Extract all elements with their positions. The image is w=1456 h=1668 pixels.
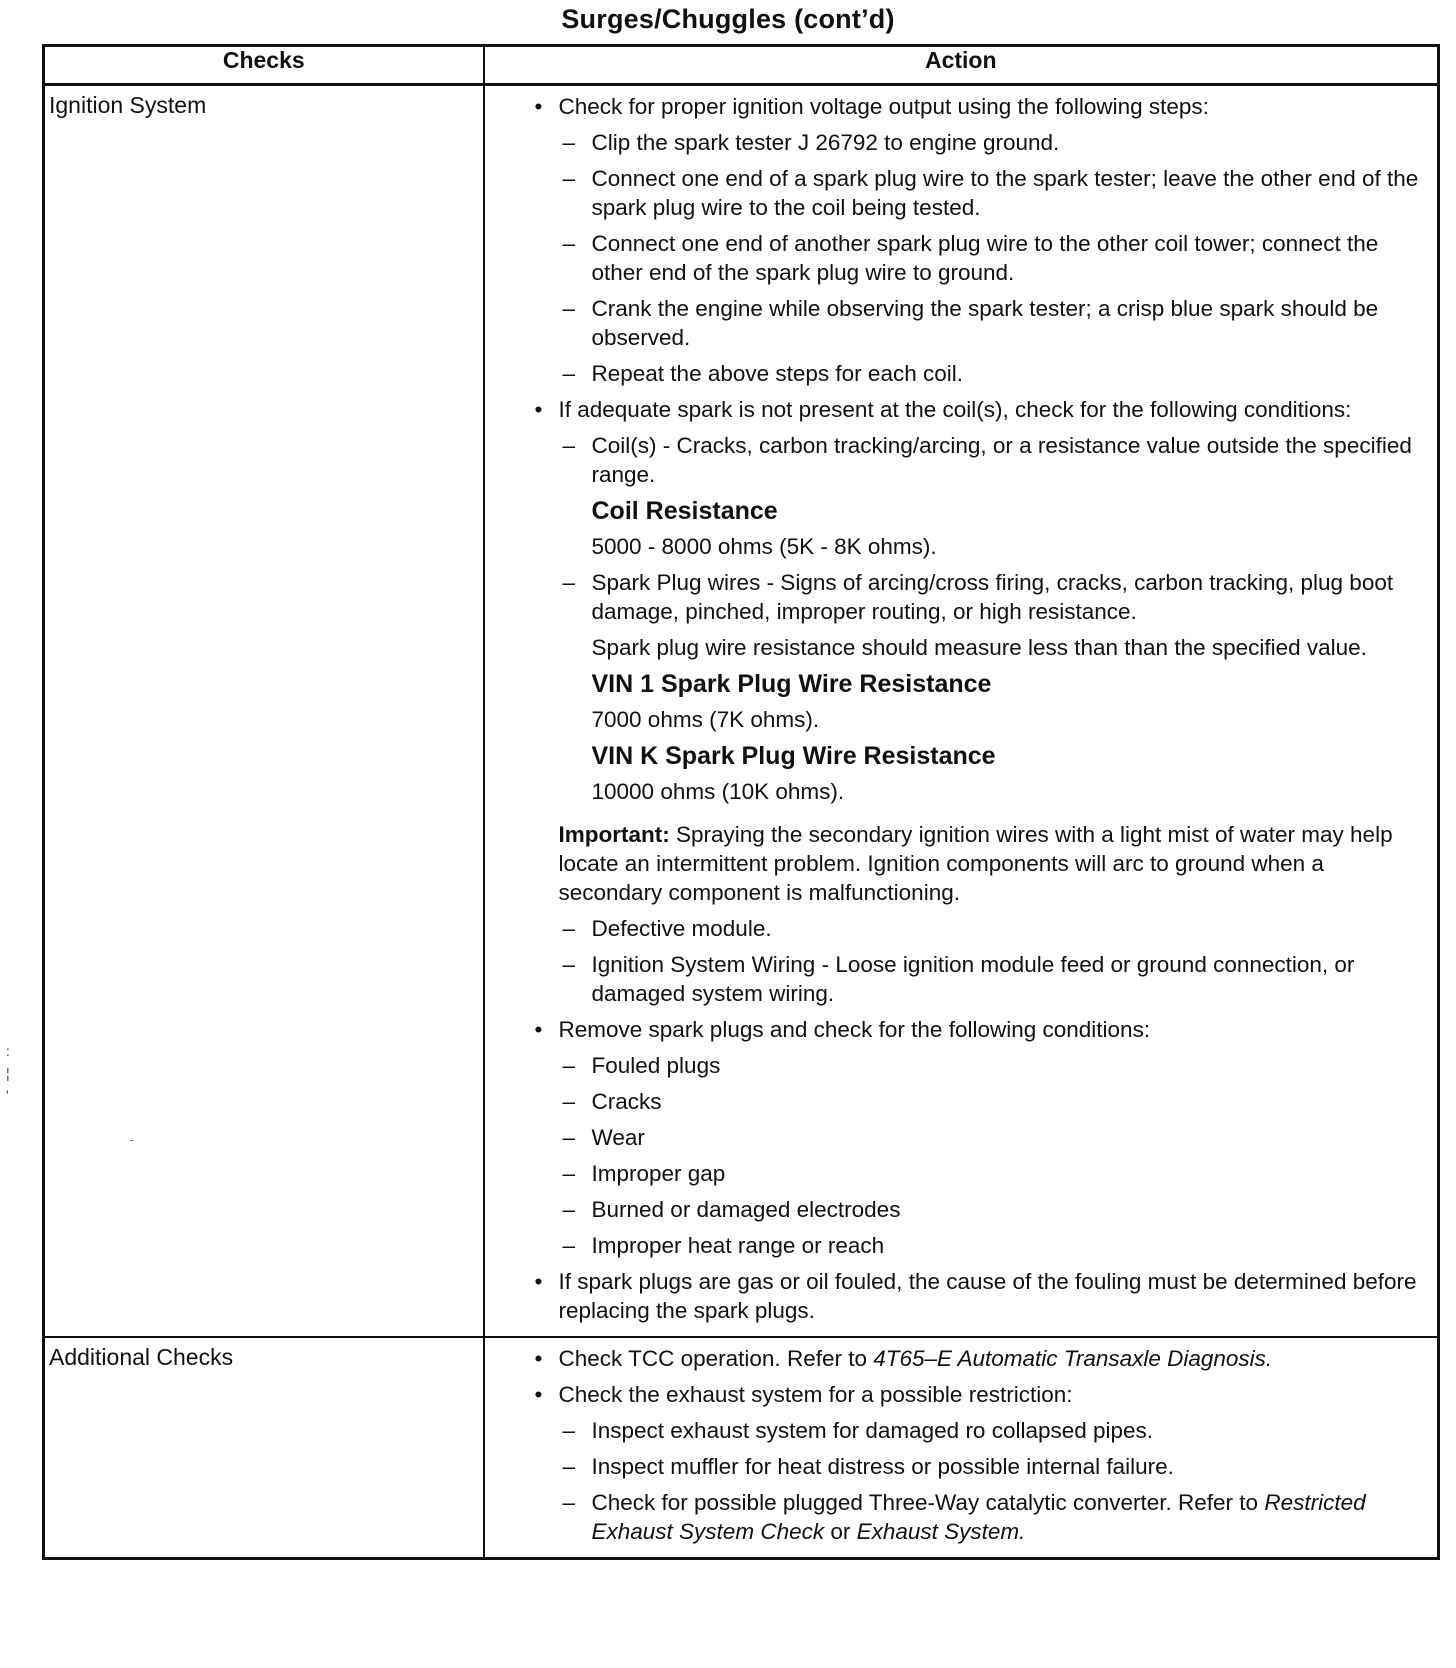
dash-marker: –: [562, 1418, 576, 1443]
action-cell-additional-checks: [484, 1337, 1439, 1559]
dash-marker: –: [562, 361, 576, 386]
bullet-marker: •: [534, 1017, 543, 1042]
dash-marker: –: [562, 1197, 576, 1222]
dash-text: Coil(s) - Cracks, carbon tracking/arcing, or a resistance value outside the specified range.: [591, 433, 1412, 487]
coil-resistance-value: 5000 - 8000 ohms (5K - 8K ohms).: [591, 534, 937, 559]
dash-text: Connect one end of another spark plug wire to the other coil tower; connect the other end of the spark plug wire to ground.: [591, 231, 1379, 285]
important-note: [491, 820, 1432, 907]
dash-item: [491, 1159, 1432, 1188]
dash-text: Wear: [591, 1125, 645, 1150]
bullet-text: If adequate spark is not present at the coil(s), check for the following conditions:: [558, 397, 1352, 422]
dash-item: [491, 914, 1432, 943]
exhaust-system-reference: Exhaust System.: [856, 1519, 1026, 1544]
bullet-item: [491, 1380, 1432, 1409]
dash-text: Clip the spark tester J 26792 to engine ground.: [591, 130, 1060, 155]
diagnosis-table: [42, 44, 1440, 1560]
dash-text: Cracks: [591, 1089, 662, 1114]
vin1-resistance-value: 7000 ohms (7K ohms).: [591, 707, 820, 732]
dash-item: [491, 1123, 1432, 1152]
dash-text: Spark Plug wires - Signs of arcing/cross firing, cracks, carbon tracking, plug boot damage, pinched, improper routing, or high resistance.: [591, 570, 1394, 624]
dash-marker: –: [562, 1490, 576, 1515]
dash-text: Burned or damaged electrodes: [591, 1197, 901, 1222]
dash-text: Fouled plugs: [591, 1053, 721, 1078]
dash-text: Connect one end of a spark plug wire to the spark tester; leave the other end of the spark plug wire to the coil being tested.: [591, 166, 1419, 220]
dash-item: [491, 1488, 1432, 1546]
margin-scan-dot: [130, 1140, 133, 1141]
important-text: Spraying the secondary ignition wires with a light mist of water may help locate an intermittent problem. Ignition components will arc to ground when a secondary component is malfunctioning.: [558, 822, 1393, 905]
dash-text: Defective module.: [591, 916, 772, 941]
table-row-additional-checks: [44, 1337, 1439, 1559]
dash-marker: –: [562, 916, 576, 941]
vin1-resistance-heading: VIN 1 Spark Plug Wire Resistance: [591, 670, 992, 698]
important-label: Important:: [558, 822, 670, 847]
dash-text: Ignition System Wiring - Loose ignition module feed or ground connection, or damaged system wiring.: [591, 952, 1355, 1006]
dash-marker: –: [562, 1053, 576, 1078]
dash-item: [491, 568, 1432, 626]
dash-marker: –: [562, 296, 576, 321]
page-title: Surges/Chuggles (cont’d): [561, 4, 895, 34]
dash-marker: –: [562, 433, 576, 458]
bullet-item: [491, 1015, 1432, 1044]
check-cell-additional-checks: Additional Checks: [44, 1337, 484, 1559]
wire-resistance-text: Spark plug wire resistance should measure less than than the specified value.: [591, 635, 1367, 660]
dash-item: [491, 164, 1432, 222]
table-row-ignition-system: [44, 85, 1439, 1338]
margin-scan-marks: : ¦ ': [6, 1043, 10, 1103]
restricted-exhaust-reference: Restricted Exhaust System Check: [591, 1490, 1366, 1544]
dash-text-or: or: [824, 1519, 857, 1544]
bullet-marker: •: [534, 1346, 543, 1371]
transaxle-diagnosis-reference: 4T65–E Automatic Transaxle Diagnosis.: [873, 1346, 1273, 1371]
dash-marker: –: [562, 130, 576, 155]
bullet-item: [491, 1267, 1432, 1325]
bullet-text: If spark plugs are gas or oil fouled, the cause of the fouling must be determined before replacing the spark plugs.: [558, 1269, 1417, 1323]
dash-text: Improper heat range or reach: [591, 1233, 885, 1258]
dash-text: Inspect exhaust system for damaged ro collapsed pipes.: [591, 1418, 1154, 1443]
dash-item: [491, 1416, 1432, 1445]
dash-marker: –: [562, 166, 576, 191]
bullet-text: Check the exhaust system for a possible restriction:: [558, 1382, 1073, 1407]
bullet-item: [491, 92, 1432, 121]
dash-item: [491, 1195, 1432, 1224]
dash-item: [491, 128, 1432, 157]
bullet-marker: •: [534, 1382, 543, 1407]
dash-marker: –: [562, 1089, 576, 1114]
vink-resistance-value: 10000 ohms (10K ohms).: [591, 779, 845, 804]
dash-item: [491, 359, 1432, 388]
dash-item: [491, 1051, 1432, 1080]
header-row: [44, 46, 1439, 85]
dash-marker: –: [562, 952, 576, 977]
check-cell-ignition-system: Ignition System: [44, 85, 484, 1338]
dash-item: [491, 229, 1432, 287]
column-header-action: Action: [484, 46, 1439, 85]
bullet-text: Check TCC operation. Refer to: [558, 1346, 874, 1371]
dash-text: Improper gap: [591, 1161, 726, 1186]
bullet-item: [491, 395, 1432, 424]
action-cell-ignition-system: [484, 85, 1439, 1338]
dash-item: [491, 1087, 1432, 1116]
dash-text: Inspect muffler for heat distress or possible internal failure.: [591, 1454, 1174, 1479]
dash-marker: –: [562, 1233, 576, 1258]
bullet-text: Check for proper ignition voltage output using the following steps:: [558, 94, 1209, 119]
dash-text: Crank the engine while observing the spark tester; a crisp blue spark should be observed.: [591, 296, 1379, 350]
dash-marker: –: [562, 1125, 576, 1150]
dash-item: [491, 1231, 1432, 1260]
dash-marker: –: [562, 1454, 576, 1479]
column-header-checks: Checks: [44, 46, 484, 85]
dash-item: [491, 950, 1432, 1008]
dash-item: [491, 431, 1432, 489]
dash-marker: –: [562, 1161, 576, 1186]
dash-marker: –: [562, 570, 576, 595]
bullet-item: [491, 1344, 1432, 1373]
bullet-marker: •: [534, 397, 543, 422]
dash-item: [491, 1452, 1432, 1481]
vink-resistance-heading: VIN K Spark Plug Wire Resistance: [591, 742, 996, 770]
bullet-marker: •: [534, 1269, 543, 1294]
bullet-text: Remove spark plugs and check for the following conditions:: [558, 1017, 1151, 1042]
dash-item: [491, 294, 1432, 352]
bullet-marker: •: [534, 94, 543, 119]
dash-marker: –: [562, 231, 576, 256]
dash-text: Repeat the above steps for each coil.: [591, 361, 963, 386]
dash-text: Check for possible plugged Three-Way catalytic converter. Refer to: [591, 1490, 1265, 1515]
coil-resistance-heading: Coil Resistance: [591, 497, 778, 525]
